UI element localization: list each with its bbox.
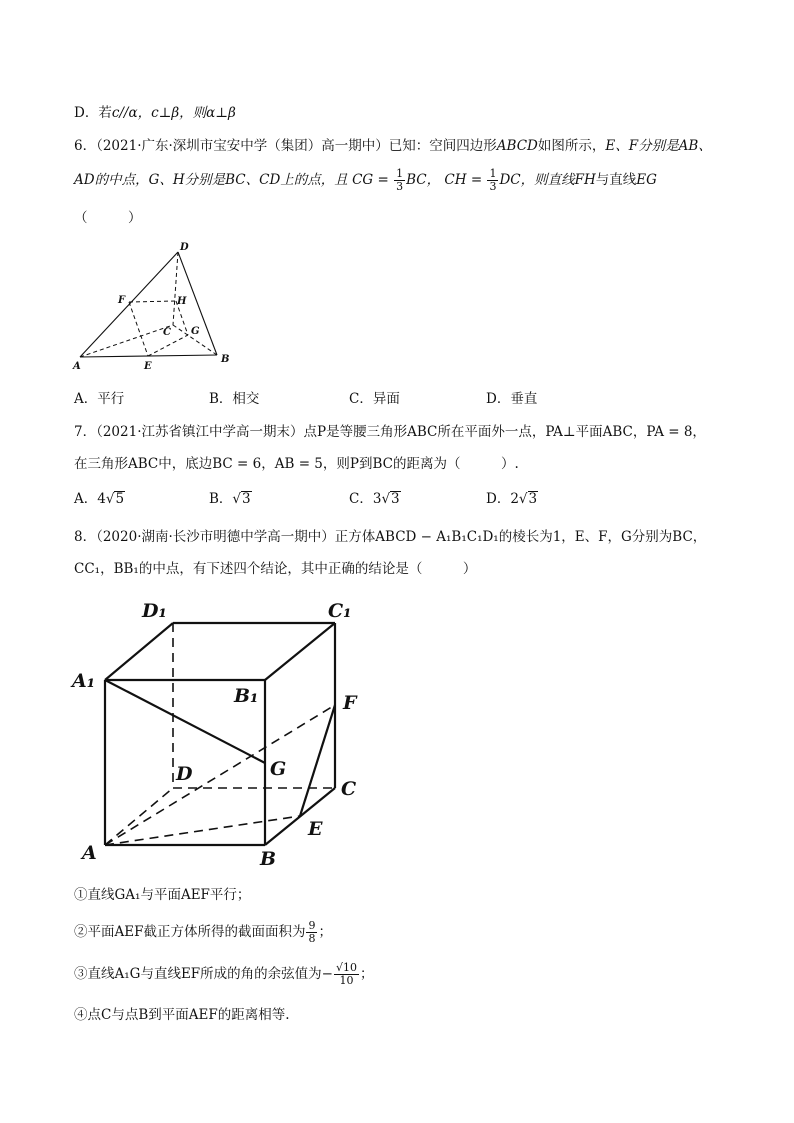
q6-option-d[interactable]: D．垂直 [486,391,538,407]
q8-s2-frac [306,920,317,945]
q8-statement-3 [74,962,374,987]
q6-source: （2021·广东·深圳市宝安中学（集团）高一期中） [96,138,389,154]
label-f: F [343,692,357,714]
segment-fe [129,302,148,356]
q6-eg: EG [636,172,657,188]
label-h: H [177,296,187,307]
q6-mid: 与直线 [595,172,637,188]
q7-option-d-rad: 3 [528,491,538,507]
q7-option-d-label: D． [486,491,511,507]
label-c: C [163,327,171,338]
q6-dc: DC，则直线 [499,172,575,188]
label-a1: A₁ [72,670,96,692]
label-a: A [82,842,97,864]
q6-abcd: ABCD [496,138,538,154]
edge-ad [105,788,173,845]
q5-option-d-label: D．若 [74,105,112,121]
q6-stem-line2 [74,168,657,193]
q6-stem-a: 已知：空间四边形 [388,138,497,154]
q6-line2-a: AD的中点，G、H分别是BC、CD上的点，且 [74,172,348,188]
q8-statement-4: ④点C与点B到平面AEF的距离相等. [74,1007,290,1023]
label-b1: B₁ [234,685,259,707]
q7-option-d-coef: 2 [510,491,519,507]
label-a: A [73,361,81,372]
q6-answer-paren: （ ） [74,210,142,226]
q6-stem-line1 [74,137,712,155]
q5-option-d [74,104,236,122]
frac-num: √10 [335,961,357,974]
q6-tetrahedron-figure [70,240,240,375]
q8-cube-figure [70,595,370,875]
q6-option-b[interactable]: B．相交 [209,391,260,407]
frac-num: 1 [489,167,497,180]
q6-bc: BC， [406,172,441,188]
segment-af [105,705,335,845]
q6-option-a[interactable]: A．平行 [74,391,125,407]
label-c: C [341,778,357,800]
segment-ef [300,705,335,816]
q7-option-c-label: C． [349,491,373,507]
q7-option-a[interactable]: A．4√5 [74,491,125,507]
q8-stem-line1: 8．（2020·湖南·长沙市明德中学高一期中）正方体ABCD − A₁B₁C₁D₁的棱长为1，E、F，G分别为BC， [74,529,707,545]
frac-den: 3 [396,180,404,193]
frac-den: 8 [308,932,316,945]
q8-statement-1: ①直线GA₁与平面AEF平行； [74,887,251,903]
label-d: D [180,242,189,253]
q6-option-c[interactable]: C．异面 [349,391,400,407]
edge-ac [80,325,173,357]
q7-option-d[interactable]: D．2√3 [486,491,538,507]
label-g: G [191,326,200,337]
q7-option-b-label: B． [209,491,233,507]
q6-frac-1 [394,168,405,193]
frac-den: 10 [339,974,354,987]
q7-option-b-rad: 3 [242,491,251,507]
label-e: E [144,361,152,372]
frac-num: 1 [396,167,404,180]
edge-da [80,252,178,357]
segment-eg [148,335,188,356]
q6-ch: CH = [444,172,483,188]
q6-fh: FH [574,172,596,188]
q6-stem-b: 如图所示， [537,138,606,154]
label-b: B [260,848,277,870]
q8-s3-frac [334,962,359,987]
q7-option-b[interactable]: B．√3 [209,491,251,507]
q7-stem-line1: 7．（2021·江苏省镇江中学高一期末）点P是等腰三角形ABC所在平面外一点，PA⊥平面ABC，PA = 8， [74,424,706,440]
edge-b1c1 [265,623,335,680]
q6-number: 6． [74,138,97,154]
q8-statement-3-text: ③直线A₁G与直线EF所成的角的余弦值为 [74,966,322,982]
label-g: G [270,758,287,780]
q8-statement-2 [74,920,332,945]
q8-statement-2-text: ②平面AEF截正方体所得的截面面积为 [74,924,306,940]
q8-stem-line2: CC₁，BB₁的中点，有下述四个结论，其中正确的结论是（ ） [74,561,477,577]
q8-s2-tail: ； [318,924,332,940]
q7-option-a-coef: 4 [97,491,106,507]
q7-stem-line2: 在三角形ABC中，底边BC = 6，AB = 5，则P到BC的距离为（ ）. [74,456,519,472]
label-c1: C₁ [328,600,352,622]
q7-option-c-rad: 3 [391,491,400,507]
label-e: E [308,818,323,840]
label-f: F [118,295,126,306]
q7-option-a-label: A． [74,491,98,507]
segment-fh [129,301,176,302]
q6-cg: CG = [352,172,389,188]
frac-den: 3 [489,180,497,193]
q6-frac-2 [487,168,498,193]
edge-a1d1 [105,623,173,680]
label-b: B [221,354,230,365]
q7-option-c[interactable]: C．3√3 [349,491,400,507]
q5-option-d-math: c//α，c⊥β，则α⊥β [111,105,236,121]
frac-num: 9 [308,919,316,932]
q8-s3-tail: ； [360,966,374,982]
q7-option-a-rad: 5 [115,491,125,507]
q8-s3-sign: − [321,966,333,982]
label-d1: D₁ [142,600,167,622]
q7-option-c-coef: 3 [372,491,382,507]
label-d: D [176,763,193,785]
q6-stem-c: E、F分别是AB、 [605,138,712,154]
edge-dc [173,252,178,325]
